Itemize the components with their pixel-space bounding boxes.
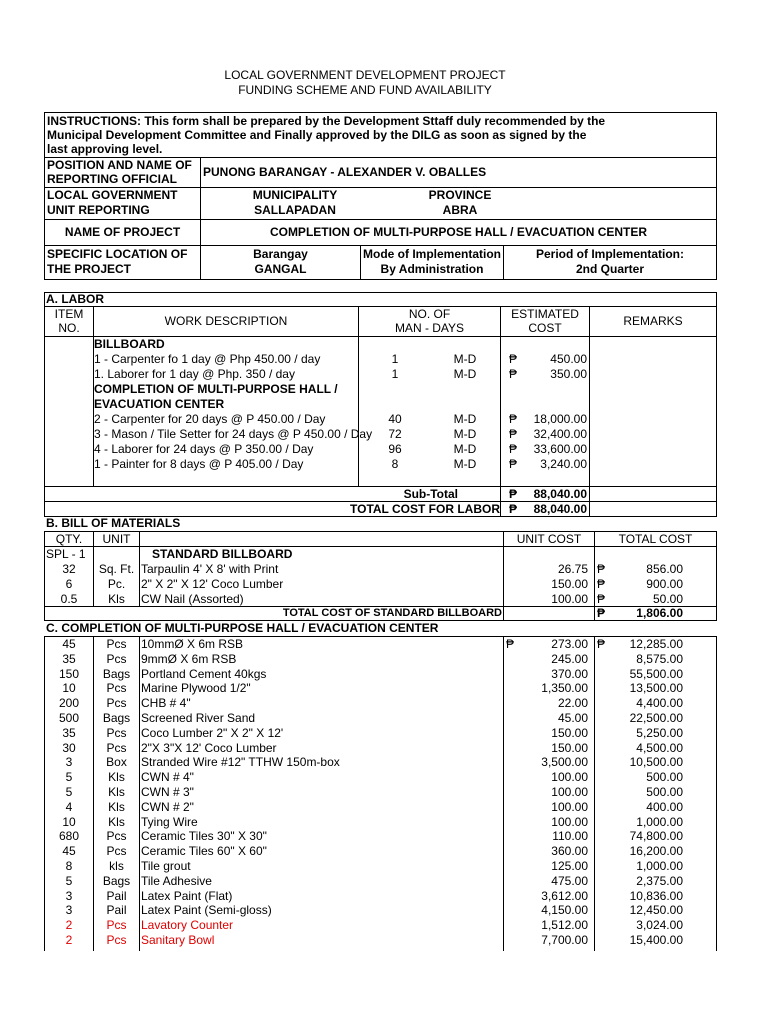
labor-header-work: WORK DESCRIPTION <box>164 314 288 328</box>
material-row-qty: 8 <box>65 859 73 873</box>
labor-row-description: 1. Laborer for 1 day @ Php. 350 / day <box>94 367 295 381</box>
position-value: PUNONG BARANGAY - ALEXANDER V. OBALLES <box>203 165 487 179</box>
material-row-qty: 10 <box>62 814 76 829</box>
material-row-qty: 4 <box>65 799 73 814</box>
labor-row-unit: M-D <box>453 412 477 426</box>
material-row-unit-cost: 475.00 <box>551 873 588 888</box>
labor-row-currency: ₱ <box>509 412 518 426</box>
labor-row-description: BILLBOARD <box>94 337 165 351</box>
material-row-qty: 45 <box>62 844 76 859</box>
material-row-unit: Pcs <box>106 844 127 859</box>
bom-row-qty: 32 <box>62 562 76 576</box>
material-row-unit-cost: 7,700.00 <box>541 933 588 947</box>
material-row-unit: Kls <box>108 770 125 785</box>
material-row-unit: Kls <box>108 785 125 799</box>
material-row-total-cost: 500.00 <box>646 785 683 799</box>
labor-total-label: TOTAL COST FOR LABOR <box>350 502 500 516</box>
material-row-unit: Box <box>106 755 127 770</box>
period-label: Period of Implementation: <box>535 247 684 261</box>
bom-row-description: Tarpaulin 4' X 8' with Print <box>141 562 279 576</box>
position-label-2: REPORTING OFFICIAL <box>47 172 177 186</box>
labor-row-description: 4 - Laborer for 24 days @ P 350.00 / Day <box>94 442 314 456</box>
material-row-unit: Bags <box>102 873 131 888</box>
project-name-label: NAME OF PROJECT <box>64 225 181 239</box>
instructions-line-2: Municipal Development Committee and Finally approved by the DILG as soon as signed by the <box>47 128 587 142</box>
material-row-unit-cost: 1,350.00 <box>541 681 588 696</box>
material-row-total-cost: 22,500.00 <box>629 711 683 725</box>
material-row-qty: 2 <box>65 918 73 933</box>
location-barangay-value: GANGAL <box>254 262 307 276</box>
location-label-1: SPECIFIC LOCATION OF <box>47 247 188 261</box>
labor-row-cost: 32,400.00 <box>533 427 587 441</box>
bom-row-unit: Pc. <box>107 577 126 591</box>
material-row-qty: 500 <box>58 711 80 725</box>
bom-row-unit: Sq. Ft. <box>98 562 135 576</box>
material-row-qty: 2 <box>65 933 73 947</box>
labor-header-cost-1: ESTIMATED <box>511 307 579 321</box>
material-row-description: CWN # 4" <box>141 770 194 785</box>
material-row-unit: Bags <box>102 666 131 681</box>
material-row-description: Portland Cement 40kgs <box>141 666 267 681</box>
bom-row-currency: ₱ <box>597 577 606 591</box>
material-row-unit-currency: ₱ <box>506 637 515 651</box>
labor-row-currency: ₱ <box>509 427 518 441</box>
material-row-unit: Pcs <box>106 725 127 740</box>
instructions-line-1: INSTRUCTIONS: This form shall be prepared by the Development Sttaff duly recommended by the <box>47 114 606 128</box>
material-row-description: Latex Paint (Flat) <box>141 888 233 903</box>
material-row-qty: 30 <box>62 740 76 755</box>
material-row-total-cost: 15,400.00 <box>629 933 683 947</box>
mode-value: By Administration <box>380 262 484 276</box>
bom-row-total-cost: 856.00 <box>646 562 683 576</box>
material-row-unit-cost: 4,150.00 <box>541 903 588 918</box>
bom-row-unit-cost: 100.00 <box>551 592 588 606</box>
material-row-total-cost: 400.00 <box>646 799 683 814</box>
material-row-description: 9mmØ X 6m RSB <box>141 651 237 666</box>
bom-header-unit-cost: UNIT COST <box>516 532 582 546</box>
material-row-description: CWN # 3" <box>141 785 194 799</box>
labor-row-unit: M-D <box>453 457 477 471</box>
material-row-unit: Pcs <box>106 696 127 711</box>
material-row-qty: 680 <box>58 829 80 844</box>
material-row-unit-cost: 110.00 <box>552 829 588 844</box>
municipality-label: MUNICIPALITY <box>252 188 338 202</box>
labor-subtotal-label: Sub-Total <box>403 487 458 501</box>
labor-row-mandays: 40 <box>388 412 402 426</box>
material-row-unit: Pcs <box>106 740 127 755</box>
material-row-unit-cost: 370.00 <box>551 666 588 681</box>
material-row-unit-cost: 100.00 <box>551 770 588 785</box>
material-row-qty: 35 <box>62 725 76 740</box>
material-row-description: CHB # 4" <box>141 696 191 711</box>
material-row-unit: Pcs <box>106 637 127 651</box>
material-row-unit-cost: 273.00 <box>551 637 588 651</box>
material-row-qty: 5 <box>65 770 73 785</box>
material-row-total-cost: 10,836.00 <box>629 888 683 903</box>
labor-row-cost: 3,240.00 <box>540 457 587 471</box>
labor-header-remarks: REMARKS <box>623 314 683 328</box>
material-row-unit: Pcs <box>106 918 127 933</box>
material-row-unit: Bags <box>102 711 131 725</box>
form-title: LOCAL GOVERNMENT DEVELOPMENT PROJECT <box>224 68 506 82</box>
sec-c-title: C. COMPLETION OF MULTI-PURPOSE HALL / EVACUATION CENTER <box>46 621 439 635</box>
material-row-unit-cost: 125.00 <box>551 859 588 873</box>
material-row-description: Ceramic Tiles 30" X 30" <box>141 829 267 844</box>
material-row-description: Tile Adhesive <box>141 873 212 888</box>
location-barangay-label: Barangay <box>253 247 308 261</box>
labor-row-description: 1 - Carpenter fo 1 day @ Php 450.00 / day <box>94 352 321 366</box>
material-row-total-cost: 5,250.00 <box>636 725 683 740</box>
labor-subtotal-value: 88,040.00 <box>533 487 587 501</box>
material-row-unit-cost: 150.00 <box>551 740 588 755</box>
material-row-qty: 35 <box>62 651 76 666</box>
material-row-total-cost: 4,400.00 <box>636 696 683 711</box>
bom-row-qty: 6 <box>65 577 73 591</box>
labor-row-mandays: 1 <box>391 352 399 366</box>
lgu-label-1: LOCAL GOVERNMENT <box>47 188 178 202</box>
material-row-unit-cost: 1,512.00 <box>541 918 588 933</box>
labor-row-mandays: 96 <box>388 442 402 456</box>
labor-row-mandays: 72 <box>388 427 402 441</box>
material-row-description: Latex Paint (Semi-gloss) <box>141 903 272 918</box>
bom-row-description: CW Nail (Assorted) <box>141 592 244 606</box>
labor-row-description: EVACUATION CENTER <box>94 397 225 411</box>
period-value: 2nd Quarter <box>575 262 644 276</box>
material-row-unit-cost: 100.00 <box>551 814 588 829</box>
material-row-total-cost: 1,000.00 <box>636 859 683 873</box>
material-row-unit-cost: 245.00 <box>551 651 588 666</box>
material-row-unit: Pail <box>106 903 127 918</box>
material-row-total-cost: 2,375.00 <box>636 873 683 888</box>
material-row-total-cost: 12,285.00 <box>629 637 683 651</box>
material-row-description: Marine Plywood 1/2" <box>141 681 251 696</box>
labor-header-item-1: ITEM <box>54 307 84 321</box>
material-row-total-cost: 55,500.00 <box>629 666 683 681</box>
material-row-description: Sanitary Bowl <box>141 933 215 947</box>
material-row-description: Coco Lumber 2" X 2" X 12' <box>141 725 284 740</box>
material-row-description: Tying Wire <box>141 814 198 829</box>
bom-row-currency: ₱ <box>597 592 606 606</box>
material-row-unit-cost: 360.00 <box>551 844 588 859</box>
material-row-description: CWN # 2" <box>141 799 194 814</box>
material-row-total-cost: 10,500.00 <box>629 755 683 770</box>
lgu-label-2: UNIT REPORTING <box>47 203 150 217</box>
material-row-total-currency: ₱ <box>597 637 606 651</box>
material-row-total-cost: 4,500.00 <box>636 740 683 755</box>
position-label-1: POSITION AND NAME OF <box>47 158 192 172</box>
bom-total-value: 1,806.00 <box>636 606 683 620</box>
material-row-unit-cost: 150.00 <box>551 725 588 740</box>
labor-row-cost: 350.00 <box>550 367 587 381</box>
material-row-qty: 45 <box>62 637 76 651</box>
labor-header-man-2: MAN - DAYS <box>394 321 465 335</box>
material-row-total-cost: 74,800.00 <box>629 829 683 844</box>
labor-row-unit: M-D <box>453 352 477 366</box>
bom-row-qty: 0.5 <box>60 592 78 606</box>
labor-total-value: 88,040.00 <box>533 502 587 516</box>
labor-row-currency: ₱ <box>509 367 518 381</box>
labor-row-unit: M-D <box>453 367 477 381</box>
instructions-line-3: last approving level. <box>47 142 163 156</box>
bom-spl-code: SPL - 1 <box>46 547 86 561</box>
material-row-description: 10mmØ X 6m RSB <box>141 637 244 651</box>
material-row-qty: 5 <box>65 785 73 799</box>
labor-row-cost: 18,000.00 <box>533 412 587 426</box>
labor-section-title: A. LABOR <box>46 292 104 306</box>
material-row-unit-cost: 100.00 <box>551 785 588 799</box>
bom-row-total-cost: 900.00 <box>646 577 683 591</box>
bom-row-currency: ₱ <box>597 562 606 576</box>
labor-row-description: 2 - Carpenter for 20 days @ P 450.00 / Day <box>94 412 326 426</box>
mode-label: Mode of Implementation <box>363 247 501 261</box>
material-row-qty: 5 <box>65 873 73 888</box>
labor-row-currency: ₱ <box>509 352 518 366</box>
bom-header-unit: UNIT <box>102 532 131 546</box>
material-row-qty: 3 <box>65 903 73 918</box>
material-row-qty: 150 <box>58 666 80 681</box>
labor-row-currency: ₱ <box>509 457 518 471</box>
bom-row-total-cost: 50.00 <box>652 592 683 606</box>
material-row-unit-cost: 100.00 <box>551 799 588 814</box>
material-row-unit: Pcs <box>106 933 127 947</box>
labor-row-unit: M-D <box>453 442 477 456</box>
province-label: PROVINCE <box>428 188 492 202</box>
labor-row-unit: M-D <box>453 427 477 441</box>
material-row-qty: 10 <box>62 681 76 696</box>
material-row-total-cost: 12,450.00 <box>629 903 683 918</box>
material-row-total-cost: 1,000.00 <box>636 814 683 829</box>
labor-header-man-1: NO. OF <box>408 307 451 321</box>
material-row-unit-cost: 22.00 <box>557 696 588 711</box>
material-row-total-cost: 3,024.00 <box>636 918 683 933</box>
labor-row-cost: 450.00 <box>550 352 587 366</box>
material-row-unit: Kls <box>108 799 125 814</box>
labor-row-currency: ₱ <box>509 442 518 456</box>
labor-header-item-2: NO. <box>58 321 80 335</box>
labor-row-cost: 33,600.00 <box>533 442 587 456</box>
bom-row-unit-cost: 150.00 <box>551 577 588 591</box>
material-row-qty: 200 <box>58 696 80 711</box>
material-row-unit: Kls <box>108 814 125 829</box>
labor-row-description: 1 - Painter for 8 days @ P 405.00 / Day <box>94 457 304 471</box>
material-row-unit: kls <box>109 859 124 873</box>
labor-subtotal-currency: ₱ <box>509 487 518 501</box>
material-row-description: Ceramic Tiles 60" X 60" <box>141 844 267 859</box>
material-row-description: Stranded Wire #12" TTHW 150m-box <box>141 755 340 770</box>
material-row-total-cost: 8,575.00 <box>636 651 683 666</box>
labor-row-mandays: 8 <box>391 457 399 471</box>
bom-row-description: 2" X 2" X 12' Coco Lumber <box>141 577 284 591</box>
material-row-description: Lavatory Counter <box>141 918 234 933</box>
material-row-qty: 3 <box>65 755 73 770</box>
location-label-2: THE PROJECT <box>47 262 132 276</box>
bom-spl-title: STANDARD BILLBOARD <box>152 547 293 561</box>
labor-total-currency: ₱ <box>509 502 518 516</box>
labor-header-cost-2: COST <box>528 321 562 335</box>
material-row-total-cost: 500.00 <box>646 770 683 785</box>
material-row-description: Tile grout <box>141 859 191 873</box>
province-value: ABRA <box>442 203 478 217</box>
material-row-total-cost: 13,500.00 <box>629 681 683 696</box>
municipality-value: SALLAPADAN <box>254 203 336 217</box>
bom-total-label: TOTAL COST OF STANDARD BILLBOARD <box>282 607 502 619</box>
form-subtitle: FUNDING SCHEME AND FUND AVAILABILITY <box>238 83 492 97</box>
material-row-description: 2"X 3"X 12' Coco Lumber <box>141 740 277 755</box>
material-row-qty: 3 <box>65 888 73 903</box>
material-row-unit-cost: 45.00 <box>557 711 588 725</box>
bom-row-unit: Kls <box>108 592 125 606</box>
bom-header-total-cost: TOTAL COST <box>618 532 693 546</box>
bom-row-unit-cost: 26.75 <box>557 562 588 576</box>
labor-row-description: 3 - Mason / Tile Setter for 24 days @ P 450.00 / Day <box>94 427 373 441</box>
bom-total-currency: ₱ <box>597 606 606 620</box>
material-row-description: Screened River Sand <box>141 711 256 725</box>
material-row-unit: Pcs <box>106 681 127 696</box>
labor-row-description: COMPLETION OF MULTI-PURPOSE HALL / <box>94 382 338 396</box>
labor-row-mandays: 1 <box>391 367 399 381</box>
material-row-unit-cost: 3,500.00 <box>541 755 588 770</box>
material-row-total-cost: 16,200.00 <box>629 844 683 859</box>
material-row-unit: Pcs <box>106 829 127 844</box>
project-name-value: COMPLETION OF MULTI-PURPOSE HALL / EVACUATION CENTER <box>269 225 648 239</box>
material-row-unit-cost: 3,612.00 <box>541 888 588 903</box>
bom-header-qty: QTY. <box>55 532 83 546</box>
material-row-unit: Pail <box>106 888 127 903</box>
material-row-unit: Pcs <box>106 651 127 666</box>
bom-section-title: B. BILL OF MATERIALS <box>46 516 181 530</box>
